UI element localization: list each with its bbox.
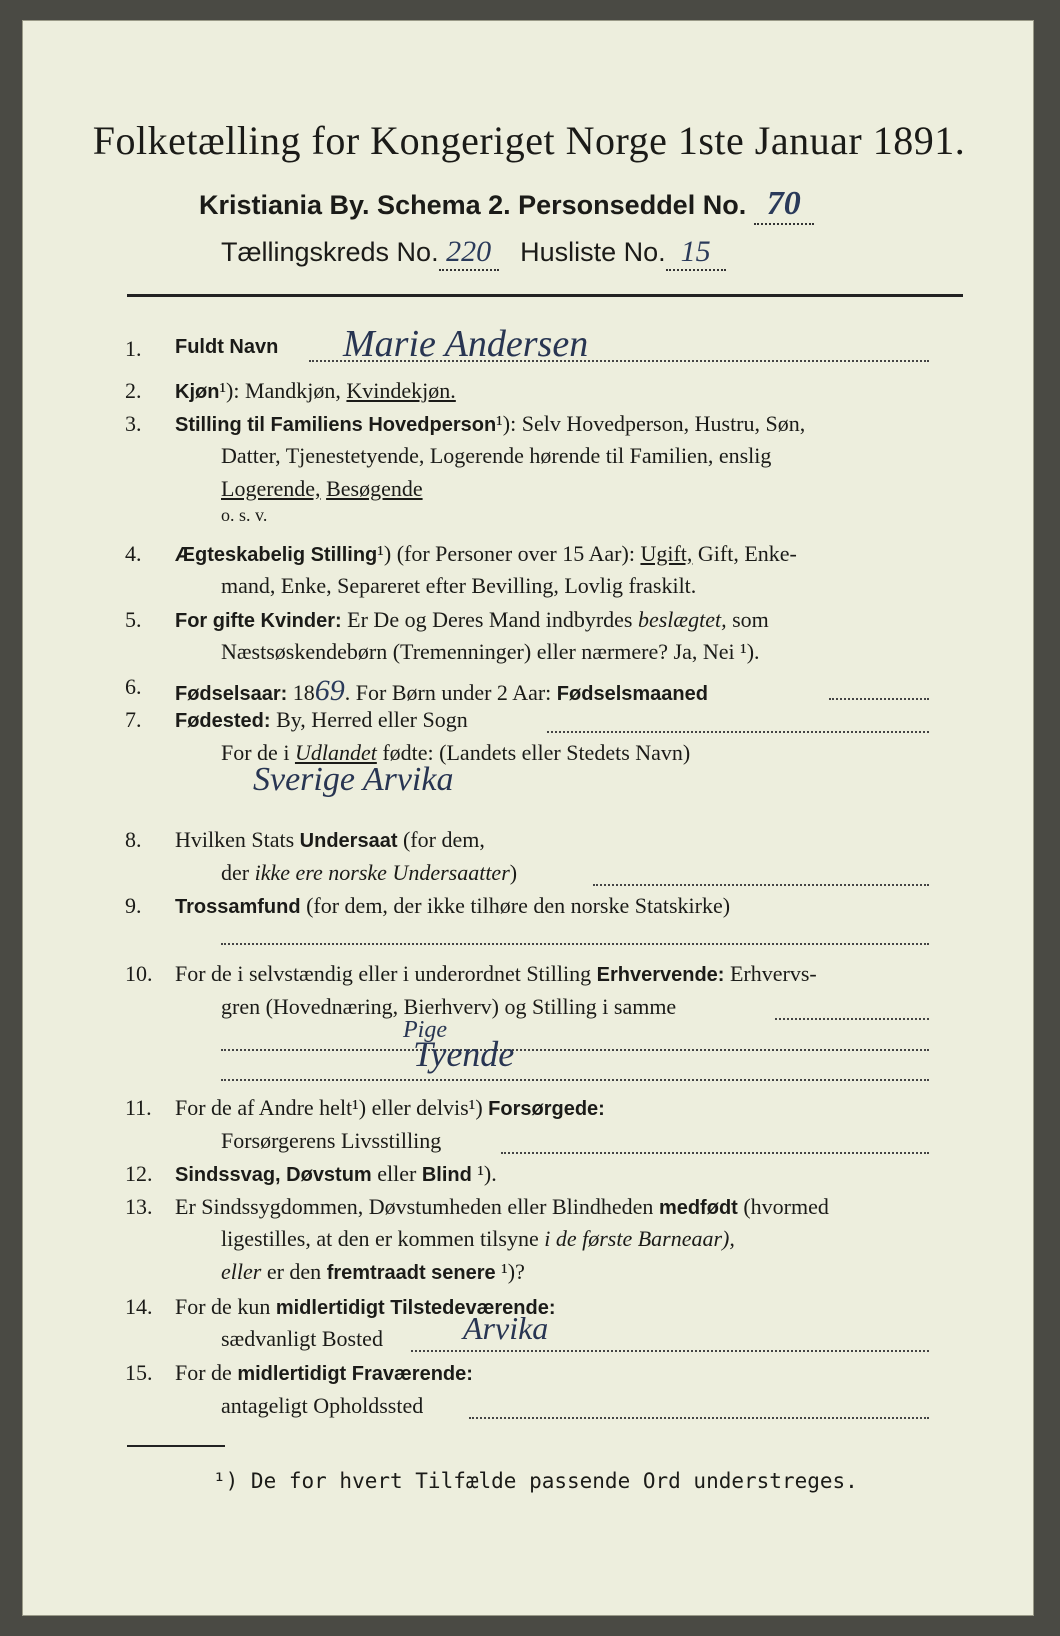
item-text	[175, 1095, 605, 1121]
handwritten-residence: Arvika	[463, 1310, 549, 1346]
item-8-citizenship	[23, 827, 1035, 859]
item-continuation: o. s. v.	[221, 505, 268, 525]
item-continuation: sædvanligt Bosted	[221, 1326, 383, 1351]
item-prefix: For de i selvstændig eller i underordnet Stilling	[175, 961, 597, 986]
text-part: For de i	[221, 740, 295, 765]
item-label: Forsørgede:	[488, 1098, 605, 1120]
item-text	[175, 674, 708, 708]
fill-line	[221, 943, 929, 945]
item-text	[175, 1161, 497, 1187]
item-8-cont1	[23, 860, 1035, 892]
item-continuation: gren (Hovednæring, Bierhverv) og Stilling i samme	[221, 994, 677, 1019]
item-label: Fødested:	[175, 710, 271, 732]
item-text	[175, 1360, 473, 1386]
item-prefix: 18	[287, 680, 315, 705]
item-14-cont1	[23, 1310, 1035, 1358]
item-text	[175, 378, 456, 404]
item-options: By, Herred eller Sogn	[270, 707, 468, 732]
item-15-cont1	[23, 1393, 1035, 1425]
item-label: Ægteskabelig Stilling	[175, 544, 378, 566]
item-options: (for dem, der ikke tilhøre den norske Statskirke)	[300, 893, 731, 918]
household-number: 15	[666, 235, 726, 271]
text-part: ¹)?	[495, 1259, 525, 1284]
item-continuation: antageligt Opholdssted	[221, 1393, 424, 1418]
handwritten-name: Marie Andersen	[343, 323, 589, 365]
item-4-marital	[23, 541, 1035, 573]
item-label: Fuldt Navn	[175, 336, 279, 358]
item-7-value-line	[23, 761, 1035, 807]
item-text	[175, 827, 485, 853]
fill-line	[411, 1350, 929, 1352]
italic-term: beslægtet,	[637, 607, 727, 632]
italic-term: i de første Barneaar),	[544, 1226, 735, 1251]
text-part: )	[509, 860, 518, 885]
item-label: midlertidigt Tilstedeværende:	[275, 1297, 556, 1319]
item-continuation	[221, 860, 517, 886]
item-options: (hvormed	[737, 1194, 829, 1219]
item-1-name	[23, 323, 1035, 368]
item-label: Blind	[421, 1164, 472, 1186]
fill-line	[829, 698, 929, 700]
fill-line	[221, 1079, 929, 1081]
footnote-rule	[127, 1445, 225, 1447]
item-15-temporary-absent	[23, 1360, 1035, 1392]
handwritten-birth-year: 69	[314, 674, 345, 707]
item-10-fill1	[23, 1017, 1035, 1057]
text-part: der	[221, 860, 255, 885]
item-text	[175, 607, 769, 633]
district-label: Tællingskreds No.	[221, 237, 439, 267]
handwritten-birthplace: Sverige Arvika	[253, 761, 454, 798]
item-3-position	[23, 411, 1035, 443]
item-number: 11.	[125, 1095, 152, 1120]
item-options: Gift, Enke-	[692, 541, 797, 566]
schema-label: Kristiania By. Schema 2. Personseddel No.	[199, 190, 747, 220]
italic-term: ikke ere norske Undersaatter	[254, 860, 510, 885]
underlined-option: Ugift,	[640, 541, 693, 566]
item-number: 9.	[125, 893, 142, 918]
item-text	[175, 541, 797, 567]
item-label: Kjøn	[175, 381, 220, 403]
fill-line	[547, 731, 929, 733]
item-label: Fødselsaar:	[175, 683, 288, 705]
underlined-option: Logerende,	[221, 476, 321, 501]
item-prefix: For de af Andre helt¹) eller delvis¹)	[175, 1095, 489, 1120]
item-number: 5.	[125, 607, 142, 632]
item-options: som	[726, 607, 769, 632]
item-options: . For Børn under 2 Aar:	[344, 680, 557, 705]
item-text	[175, 707, 468, 733]
item-label: Erhvervende:	[596, 964, 725, 986]
item-prefix: For de kun	[175, 1294, 276, 1319]
item-options: eller	[371, 1161, 422, 1186]
italic-term: Udlandet	[294, 740, 377, 765]
item-3-cont3	[23, 505, 1035, 537]
item-number: 15.	[125, 1360, 153, 1385]
item-continuation	[221, 1259, 525, 1285]
item-options: ¹).	[471, 1161, 497, 1186]
item-13-congenital	[23, 1194, 1035, 1226]
item-label: medfødt	[658, 1197, 738, 1219]
item-number: 2.	[125, 378, 142, 403]
item-7-birthplace	[23, 707, 1035, 739]
item-text	[175, 961, 817, 987]
district-number: 220	[439, 235, 499, 271]
fill-line	[469, 1417, 929, 1419]
item-options: Er De og Deres Mand indbyrdes	[341, 607, 638, 632]
item-number: 3.	[125, 411, 142, 436]
item-text	[175, 1194, 829, 1220]
item-options: ¹): Mandkjøn,	[219, 378, 347, 403]
item-10-occupation	[23, 961, 1035, 993]
header-rule	[127, 294, 963, 297]
personseddel-number: 70	[754, 185, 814, 225]
item-label: Trossamfund	[175, 896, 301, 918]
item-text	[175, 893, 730, 919]
item-continuation: Datter, Tjenestetyende, Logerende hørende til Familien, enslig	[221, 443, 772, 468]
item-5-married-women	[23, 607, 1035, 639]
item-number: 1.	[125, 336, 142, 361]
item-continuation	[221, 1226, 735, 1252]
item-number: 6.	[125, 674, 142, 699]
item-label: fremtraadt senere	[326, 1262, 496, 1284]
item-10-fill2	[23, 1034, 1035, 1087]
form-title: Folketælling for Kongeriget Norge 1ste Januar 1891.	[92, 118, 966, 163]
footnote: ¹) De for hvert Tilfælde passende Ord understreges.	[213, 1469, 858, 1493]
item-continuation: Næstsøskendebørn (Tremenninger) eller nærmere? Ja, Nei ¹).	[221, 639, 760, 664]
item-options: Erhvervs-	[724, 961, 817, 986]
fill-line	[221, 1049, 929, 1051]
item-number: 12.	[125, 1161, 153, 1186]
item-number: 7.	[125, 707, 142, 732]
item-2-sex	[23, 378, 1035, 410]
item-number: 10.	[125, 961, 153, 986]
item-13-cont2	[23, 1259, 1035, 1291]
item-13-cont1	[23, 1226, 1035, 1258]
item-label: For gifte Kvinder:	[175, 610, 342, 632]
item-number: 8.	[125, 827, 142, 852]
handwritten-occupation: Tyende	[413, 1034, 515, 1074]
item-4-cont1	[23, 573, 1035, 605]
fill-line	[501, 1152, 929, 1154]
item-number: 14.	[125, 1294, 153, 1319]
item-5-cont1	[23, 639, 1035, 671]
text-part: ligestilles, at den er kommen tilsyne	[221, 1226, 545, 1251]
fill-line	[775, 1018, 929, 1020]
handwritten-occupation-note: Pige	[403, 1017, 447, 1043]
item-11-cont1	[23, 1128, 1035, 1160]
item-label: Sindssvag, Døvstum	[175, 1164, 372, 1186]
item-3-cont1	[23, 443, 1035, 475]
item-label: midlertidigt Fraværende:	[237, 1363, 473, 1385]
item-options: ¹) (for Personer over 15 Aar):	[377, 541, 641, 566]
item-options: ¹): Selv Hovedperson, Hustru, Søn,	[496, 411, 806, 436]
item-label: Undersaat	[299, 830, 398, 852]
item-number: 4.	[125, 541, 142, 566]
item-prefix: Er Sindssygdommen, Døvstumheden eller Blindheden	[175, 1194, 659, 1219]
item-continuation: Forsørgerens Livsstilling	[221, 1128, 442, 1153]
item-10-cont1	[23, 994, 1035, 1026]
item-number: 13.	[125, 1194, 153, 1219]
item-12-disability	[23, 1161, 1035, 1193]
item-label: Stilling til Familiens Hovedperson	[175, 414, 497, 436]
item-3-cont2	[23, 476, 1035, 508]
item-label: Fødselsmaaned	[556, 683, 708, 705]
item-prefix: Hvilken Stats	[175, 827, 300, 852]
item-text	[175, 411, 805, 437]
text-part: fødte: (Landets eller Stedets Navn)	[376, 740, 691, 765]
form-subtitle-district	[221, 235, 726, 271]
household-label: Husliste No.	[520, 237, 666, 267]
item-continuation: mand, Enke, Separeret efter Bevilling, Lovlig fraskilt.	[221, 573, 697, 598]
underlined-option: Kvindekjøn.	[346, 378, 456, 403]
underlined-option: Besøgende	[326, 476, 423, 501]
item-9-fill	[23, 919, 1035, 951]
form-subtitle-schema	[199, 185, 814, 225]
fill-line	[593, 884, 929, 886]
item-continuation	[221, 476, 423, 502]
item-6-birth-year	[23, 674, 1035, 706]
item-prefix: For de	[175, 1360, 238, 1385]
item-options: (for dem,	[397, 827, 485, 852]
item-7-cont1	[23, 740, 1035, 772]
text-part: er den	[261, 1259, 327, 1284]
census-form-sheet	[22, 20, 1034, 1616]
italic-term: eller	[221, 1259, 262, 1284]
item-11-dependents	[23, 1095, 1035, 1127]
